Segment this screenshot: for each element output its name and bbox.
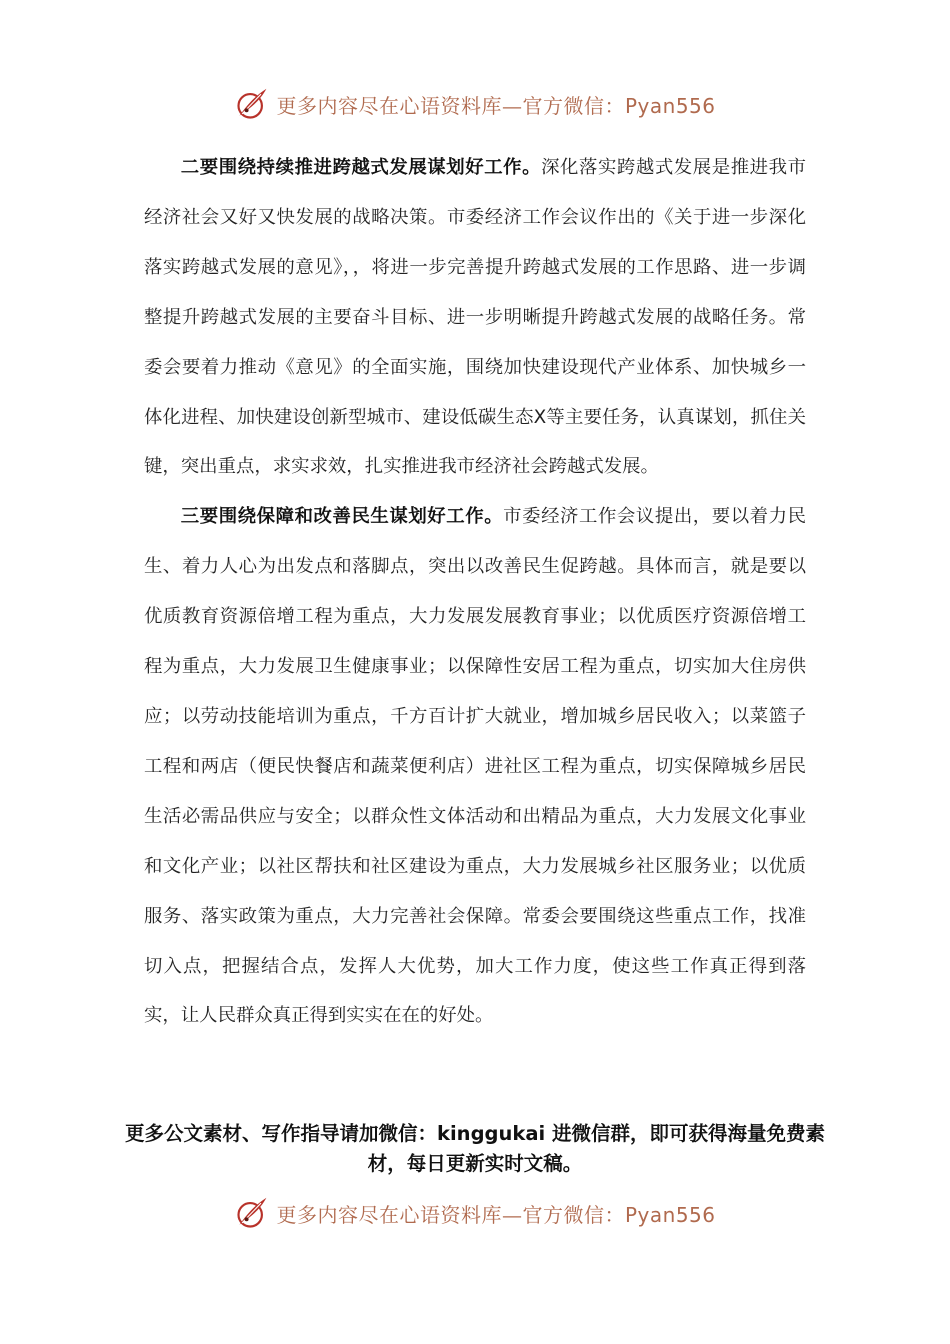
footer-wechat-id: Pyan556 [624,1202,716,1227]
paragraph-text: 深化落实跨越式发展是推进我市经济社会又好又快发展的战略决策。市委经济工作会议作出的《关于进一步深化落实跨越式发展的意见》，，将进一步完善提升跨越式发展的工作思路、进一步调整提升跨越式发展的主要奋斗目标、进一步明晰提升跨越式发展的战略任务。常委会要着力推动《意见》的全面实施，围绕加快建设现代产业体系、加快城乡一体化进程、加快建设创新型城市、建设低碳生态X等主要任务，认真谋划，抓住关键，突出重点，求实求效，扎实推进我市经济社会跨越式发展。 [144,157,806,478]
footer-promo-note: 更多公文素材、写作指导请加微信：kinggukai 进微信群，即可获得海量免费素材，每日更新实时文稿。 [125,1122,825,1175]
paragraph-heading: 三要围绕保障和改善民生谋划好工作。 [180,506,504,528]
paragraph-heading: 二要围绕持续推进跨越式发展谋划好工作。 [180,157,542,178]
quill-logo-icon [234,1195,270,1231]
document-body [144,143,806,1041]
header-banner [0,84,950,124]
paragraph-livelihood-improvement [144,492,806,1041]
quill-logo-icon [234,86,270,122]
paragraph-text: 市委经济工作会议提出，要以着力民生、着力人心为出发点和落脚点，突出以改善民生促跨越。具体而言，就是要以优质教育资源倍增工程为重点，大力发展发展教育事业；以优质医疗资源倍增工程为重点，大力发展卫生健康事业；以保障性安居工程为重点，切实加大住房供应；以劳动技能培训为重点，千方百计扩大就业，增加城乡居民收入；以菜篮子工程和两店（便民快餐店和蔬菜便利店）进社区工程为重点，切实保障城乡居民生活必需品供应与安全；以群众性文体活动和出精品为重点，大力发展文化事业和文化产业；以社区帮扶和社区建设为重点，大力发展城乡社区服务业；以优质服务、落实政策为重点，大力完善社会保障。常委会要围绕这些重点工作，找准切入点，把握结合点，发挥人大优势，加大工作力度，使这些工作真正得到落实，让人民群众真正得到实实在在的好处。 [144,506,806,1027]
header-wechat-id: Pyan556 [624,93,716,118]
paragraph-livelihood-strategy [144,143,806,492]
header-banner-text: 更多内容尽在心语资料库—官方微信：Pyan556 [276,93,716,118]
footer-banner [0,1193,950,1233]
footer-banner-text: 更多内容尽在心语资料库—官方微信：Pyan556 [276,1202,716,1227]
